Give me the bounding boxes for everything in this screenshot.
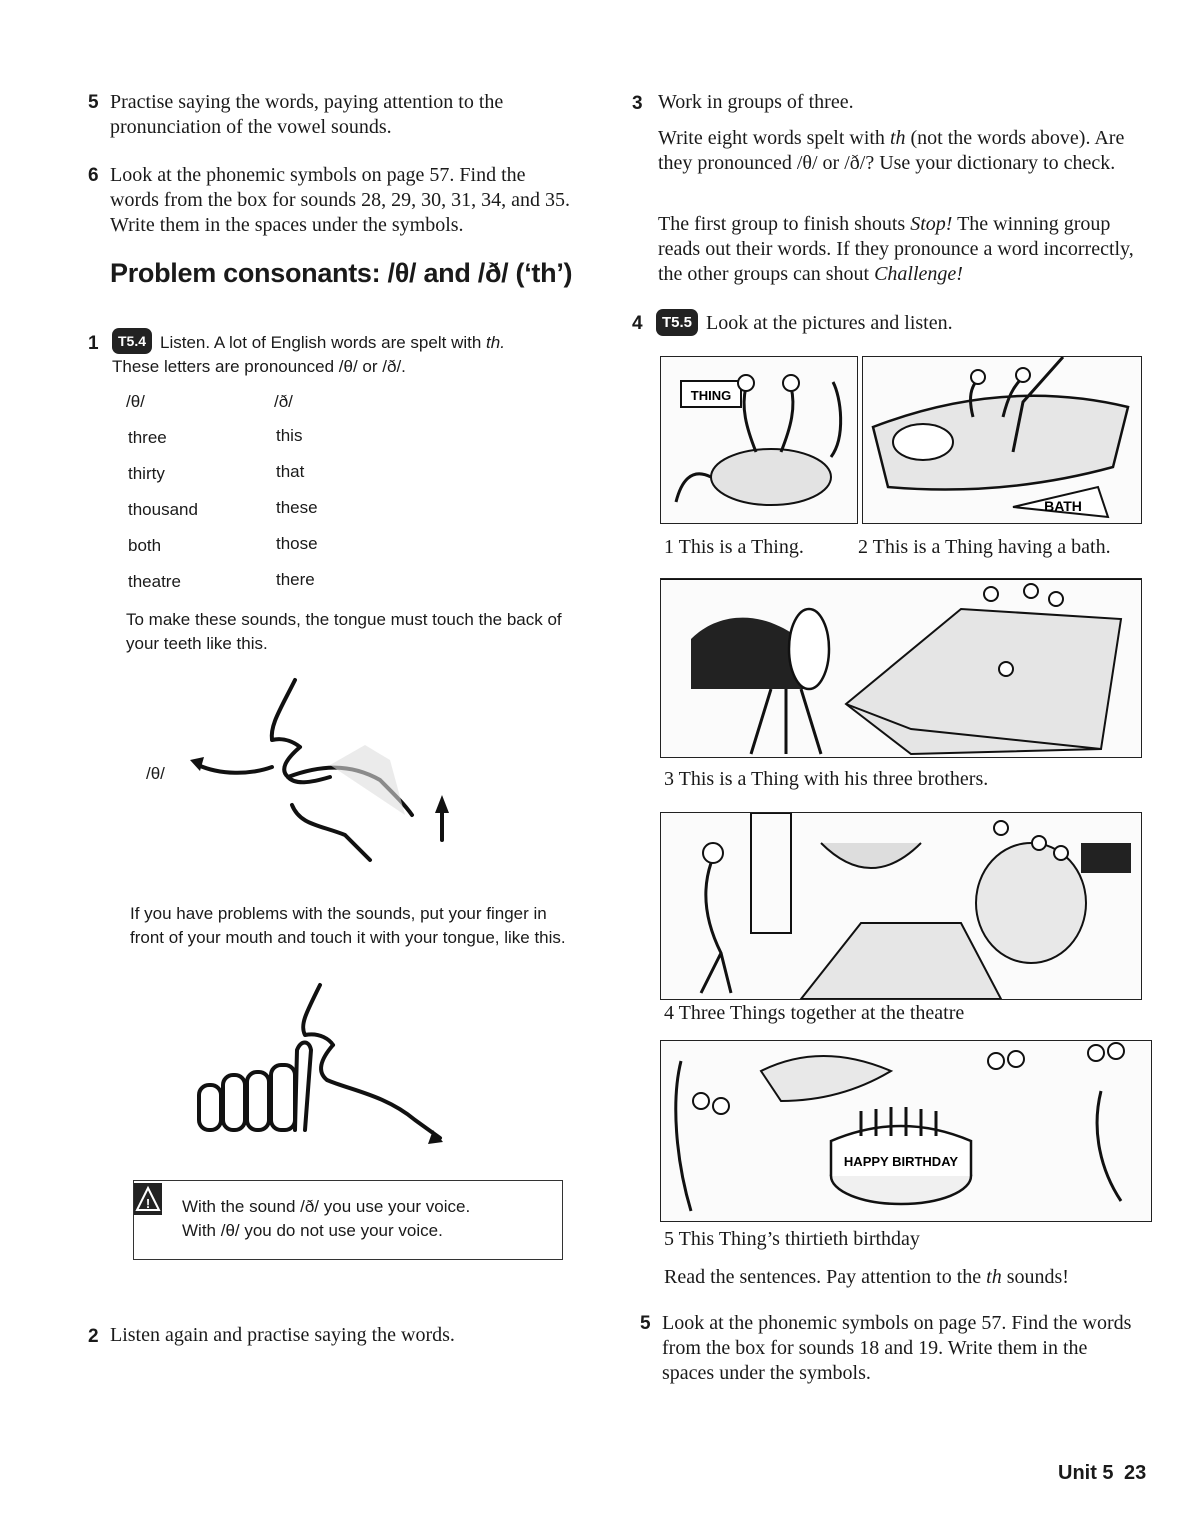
section-heading: Problem consonants: /θ/ and /ð/ (‘th’) [110, 258, 573, 288]
tongue-instruction: To make these sounds, the tongue must touch the back of your teeth like this. [126, 610, 562, 653]
word-eth: those [276, 534, 318, 553]
comic-panel-1 [660, 356, 858, 524]
exercise-4-read-instruction: Read the sentences. Pay attention to the th sounds! [664, 1266, 1069, 1288]
exercise-2-text: Listen again and practise saying the words. [110, 1324, 455, 1346]
word-eth: these [276, 498, 318, 517]
warning-icon [134, 1183, 162, 1215]
word-eth: this [276, 426, 303, 445]
exercise-6-number: 6 [88, 165, 99, 186]
exercise-3-paragraph-1: Write eight words spelt with th (not the words above). Are they pronounced /θ/ or /ð/? Use your dictionary to check. [658, 127, 1125, 174]
word-theta: thousand [128, 500, 198, 519]
exercise-3-title: Work in groups of three. [658, 91, 854, 113]
tongue-diagram [180, 665, 480, 895]
exercise-3-paragraph-2: The first group to finish shouts Stop! The winning group reads out their words. If they pronounce a word incorrectly, the other groups can shout Challenge! [658, 213, 1134, 285]
unit-label: Unit 5 [1058, 1462, 1114, 1484]
caption-2: 2 This is a Thing having a bath. [858, 536, 1111, 558]
word-theta: thirty [128, 464, 165, 483]
comic-panel-2 [862, 356, 1142, 524]
caption-3: 3 This is a Thing with his three brothers. [664, 768, 989, 790]
exercise-2-number: 2 [88, 1326, 99, 1347]
exercise-1-intro: T5.4 Listen. A lot of English words are spelt with th. These letters are pronounced /θ/ or /ð/. [112, 328, 562, 379]
voice-note-line-1: With the sound /ð/ you use your voice. [182, 1197, 471, 1216]
voice-note-box [133, 1180, 563, 1260]
exercise-6-text: Look at the phonemic symbols on page 57. Find the words from the box for sounds 28, 29, 30, 31, 34, and 35. Write them in the spaces under the symbols. [110, 164, 570, 236]
exercise-5-number: 5 [88, 92, 99, 113]
exercise-5-right-number: 5 [640, 1313, 651, 1334]
page-number: 23 [1124, 1462, 1147, 1484]
thing-sign-text: THING [690, 388, 732, 403]
word-theta: theatre [128, 572, 181, 591]
cake-text: HAPPY BIRTHDAY [843, 1154, 959, 1169]
comic-panel-3 [660, 578, 1142, 758]
comic-panel-4 [660, 812, 1142, 1000]
exercise-5-text: Practise saying the words, paying attention to the pronunciation of the vowel sounds. [110, 91, 504, 138]
bath-sign-text: BATH [1044, 498, 1082, 514]
comic-panel-5 [660, 1040, 1152, 1222]
word-eth: there [276, 570, 315, 589]
audio-track-badge[interactable]: T5.4 [112, 328, 152, 354]
word-theta: three [128, 428, 167, 447]
column-header-theta: /θ/ [126, 392, 145, 411]
exercise-1-number: 1 [88, 333, 99, 354]
word-theta: both [128, 536, 162, 555]
voice-note-line-2: With /θ/ you do not use your voice. [182, 1221, 443, 1240]
column-header-eth: /ð/ [274, 392, 293, 411]
word-eth: that [276, 462, 305, 481]
caption-5: 5 This Thing’s thirtieth birthday [664, 1228, 920, 1250]
exercise-4-number: 4 [632, 313, 643, 334]
caption-4: 4 Three Things together at the theatre [664, 1002, 965, 1024]
exercise-3-number: 3 [632, 93, 643, 114]
svg-text:!: ! [145, 1196, 151, 1211]
caption-1: 1 This is a Thing. [664, 536, 804, 558]
exercise-4-intro: T5.5 Look at the pictures and listen. [656, 309, 953, 336]
audio-track-badge[interactable]: T5.5 [656, 309, 698, 336]
diagram-label-theta: /θ/ [146, 764, 165, 783]
finger-instruction: If you have problems with the sounds, put your finger in front of your mouth and touch it with your tongue, like this. [130, 904, 566, 947]
finger-diagram [185, 980, 455, 1160]
exercise-5-right-text: Look at the phonemic symbols on page 57. Find the words from the box for sounds 18 and 19. Write them in the spaces under the symbols. [662, 1312, 1132, 1384]
